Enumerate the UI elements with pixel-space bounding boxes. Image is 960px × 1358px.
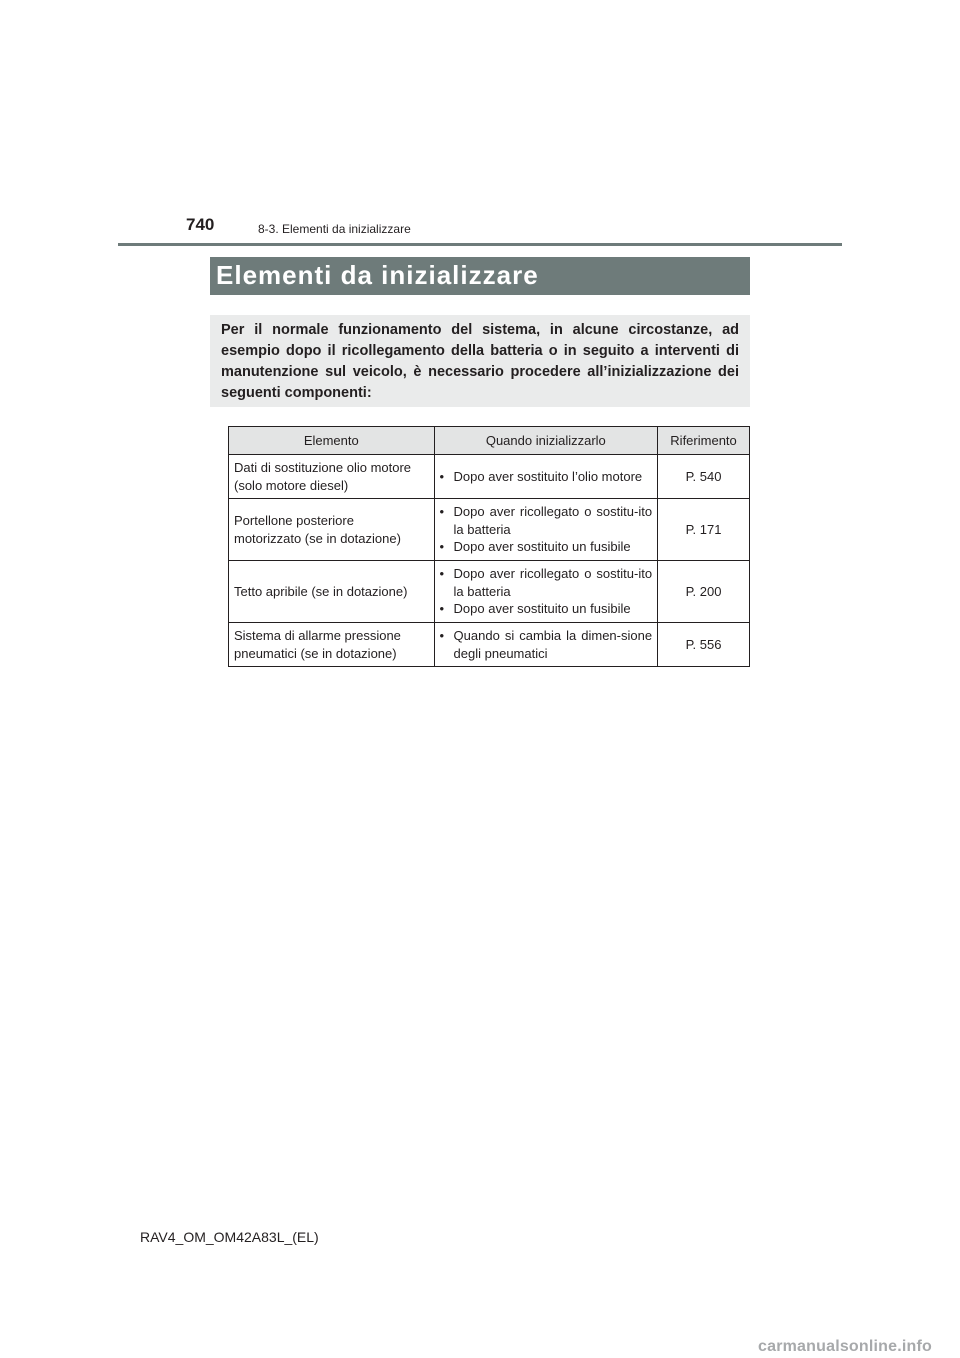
intro-paragraph: Per il normale funzionamento del sistema, in alcune circostanze, ad esempio dopo il ricollegamento della batteria o in seguito a interventi di manutenzione sul veicolo, è necessario procedere all’inizializzazione dei seguenti componenti: xyxy=(210,315,750,407)
element-text: motorizzato (se in dotazione) xyxy=(234,530,401,546)
column-header-when: Quando inizializzarlo xyxy=(434,427,658,455)
column-header-reference: Riferimento xyxy=(658,427,750,455)
page-number: 740 xyxy=(186,215,215,234)
when-cell xyxy=(434,623,658,667)
when-cell xyxy=(434,499,658,561)
table-header-row xyxy=(229,427,750,455)
table-row xyxy=(229,499,750,561)
element-text: Portellone posteriore xyxy=(234,513,354,528)
watermark: carmanualsonline.info xyxy=(758,1338,933,1355)
element-text: Tetto apribile (se in dotazione) xyxy=(234,583,408,599)
page-reference: P. 200 xyxy=(658,561,750,623)
initialization-table xyxy=(228,426,750,667)
element-cell xyxy=(229,455,435,499)
page-reference: P. 171 xyxy=(658,499,750,561)
list-item: • Dopo aver sostituito un fusibile xyxy=(440,538,653,556)
when-cell xyxy=(434,561,658,623)
element-cell xyxy=(229,499,435,561)
list-item: • Dopo aver ricollegato o sostitu-ito la batteria xyxy=(440,503,653,538)
page-reference: P. 540 xyxy=(658,455,750,499)
list-item: • Dopo aver ricollegato o sostitu-ito la batteria xyxy=(440,565,653,600)
element-text: Sistema di allarme pressione xyxy=(234,628,401,643)
section-reference: 8-3. Elementi da inizializzare xyxy=(258,222,411,236)
list-item: • Quando si cambia la dimen-sione degli pneumatici xyxy=(440,627,653,662)
table-row xyxy=(229,561,750,623)
page-reference: P. 556 xyxy=(658,623,750,667)
element-text: Dati di sostituzione olio motore xyxy=(234,460,412,475)
table-row xyxy=(229,623,750,667)
column-header-element: Elemento xyxy=(229,427,435,455)
list-item: • Dopo aver sostituito l’olio motore xyxy=(440,468,653,486)
when-cell xyxy=(434,455,658,499)
element-text: (solo motore diesel) xyxy=(234,477,349,493)
element-cell xyxy=(229,561,435,623)
table-row xyxy=(229,455,750,499)
list-item: • Dopo aver sostituito un fusibile xyxy=(440,600,653,618)
document-code: RAV4_OM_OM42A83L_(EL) xyxy=(140,1229,319,1245)
element-cell xyxy=(229,623,435,667)
element-text: pneumatici (se in dotazione) xyxy=(234,645,397,661)
page-title: Elementi da inizializzare xyxy=(210,257,750,295)
header-divider xyxy=(118,243,842,246)
